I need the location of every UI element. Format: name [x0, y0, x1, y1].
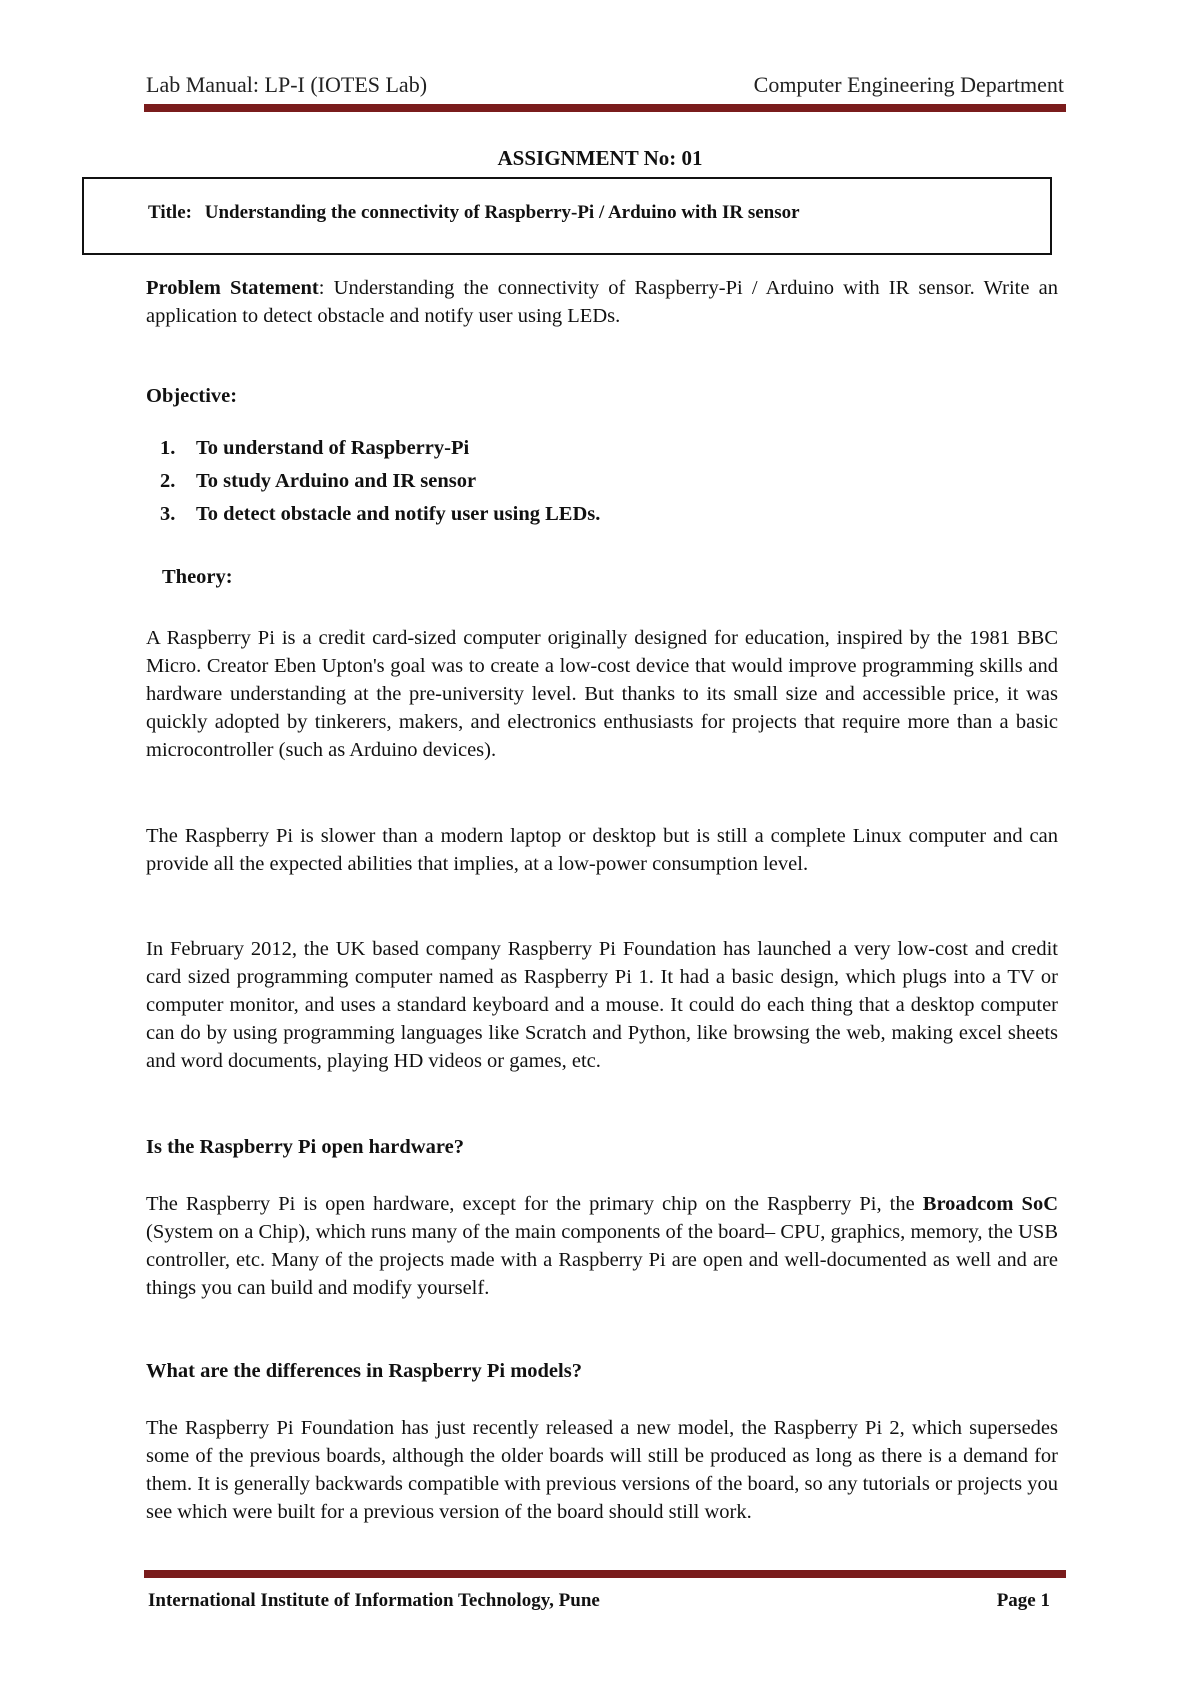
open-hardware-heading: Is the Raspberry Pi open hardware?	[146, 1136, 464, 1158]
header-divider	[144, 104, 1066, 112]
footer-divider	[144, 1570, 1066, 1578]
header-right: Computer Engineering Department	[753, 72, 1064, 97]
theory-paragraph-2: The Raspberry Pi is slower than a modern laptop or desktop but is still a complete Linux computer and can provide all the expected abilities that implies, at a low-power consumption level.	[146, 825, 1058, 875]
list-item	[160, 465, 600, 498]
list-item	[160, 498, 600, 531]
title-line	[148, 202, 800, 224]
list-item-text: To study Arduino and IR sensor	[196, 470, 477, 492]
list-item	[160, 432, 600, 465]
objective-heading: Objective:	[146, 385, 238, 407]
problem-statement	[146, 274, 1058, 330]
problem-label: Problem Statement	[146, 277, 319, 299]
title-text: Understanding the connectivity of Raspberry-Pi / Arduino with IR sensor	[204, 202, 800, 223]
list-item-number: 1.	[160, 437, 176, 459]
footer-page-number: Page 1	[996, 1590, 1050, 1611]
open-hardware-paragraph	[146, 1190, 1058, 1302]
list-item-number: 2.	[160, 470, 176, 492]
list-item-number: 3.	[160, 503, 176, 525]
theory-paragraph-1: A Raspberry Pi is a credit card-sized computer originally designed for education, inspired by the 1981 BBC Micro. Creator Eben Upton's goal was to create a low-cost device that would improve programming skills and hardware understanding at the pre-university level. But thanks to its small size and accessible price, it was quickly adopted by tinkerers, makers, and electronics enthusiasts for projects that require more than a basic microcontroller (such as Arduino devices).	[146, 627, 1058, 761]
list-item-text: To detect obstacle and notify user using LEDs.	[196, 503, 601, 525]
models-paragraph: The Raspberry Pi Foundation has just recently released a new model, the Raspberry Pi 2, which supersedes some of the previous boards, although the older boards will still be produced as long as there is a demand for them. It is generally backwards compatible with previous versions of the board, so any tutorials or projects you see which were built for a previous version of the board should still work.	[146, 1417, 1058, 1523]
footer-institute: International Institute of Information Technology, Pune	[148, 1590, 600, 1611]
title-box	[82, 177, 1052, 255]
header-left: Lab Manual: LP-I (IOTES Lab)	[146, 72, 428, 97]
open-hardware-text-before: The Raspberry Pi is open hardware, except for the primary chip on the Raspberry Pi, the	[146, 1193, 923, 1215]
title-label: Title:	[148, 202, 192, 223]
broadcom-soc-term: Broadcom SoC	[922, 1193, 1059, 1215]
theory-paragraph-3: In February 2012, the UK based company Raspberry Pi Foundation has launched a very low-cost and credit card sized programming computer named as Raspberry Pi 1. It had a basic design, which plugs into a TV or computer monitor, and uses a standard keyboard and a mouse. It could do each thing that a desktop computer can do by using programming languages like Scratch and Python, like browsing the web, making excel sheets and word documents, playing HD videos or games, etc.	[146, 938, 1058, 1072]
theory-heading: Theory:	[162, 566, 233, 588]
problem-text: : Understanding the connectivity of Raspberry-Pi / Arduino with IR sensor. Write an application to detect obstacle and notify user using LEDs.	[146, 277, 1058, 327]
assignment-number: ASSIGNMENT No: 01	[497, 146, 703, 170]
list-item-text: To understand of Raspberry-Pi	[196, 437, 470, 459]
models-heading: What are the differences in Raspberry Pi models?	[146, 1360, 582, 1382]
objective-list	[160, 432, 600, 531]
open-hardware-text-after: (System on a Chip), which runs many of the main components of the board– CPU, graphics, memory, the USB controller, etc. Many of the projects made with a Raspberry Pi are open and well-documented as well and are things you can build and modify yourself.	[146, 1221, 1058, 1299]
